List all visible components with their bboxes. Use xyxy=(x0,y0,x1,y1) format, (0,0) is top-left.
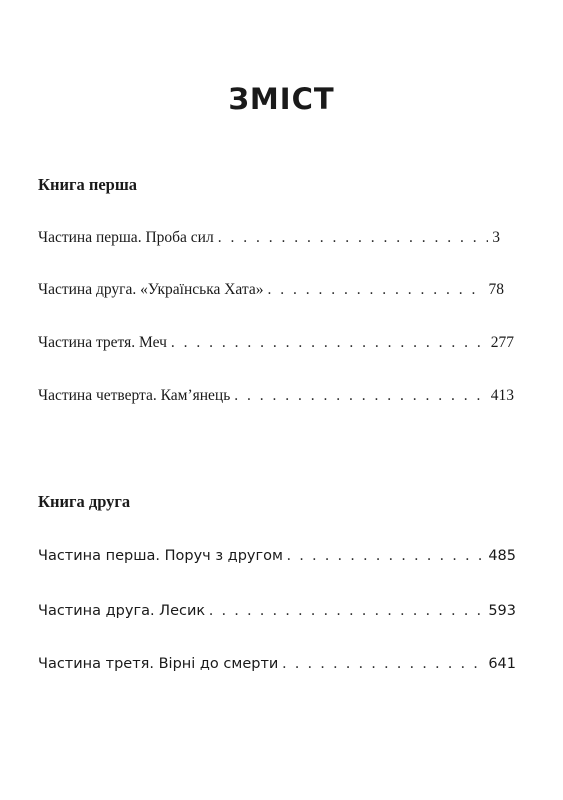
toc-entry-page: 78 xyxy=(488,281,504,298)
page-title: ЗМІСТ xyxy=(228,82,335,116)
toc-entry-label: Частина четверта. Кам’янець xyxy=(38,387,231,404)
toc-entry-label: Частина друга. Лесик xyxy=(38,603,206,619)
book-heading-2: Книга друга xyxy=(38,492,131,511)
toc-entry-label: Частина перша. Проба сил xyxy=(38,229,214,246)
toc-entry-page: 277 xyxy=(490,334,514,351)
toc-entry-page: 593 xyxy=(488,603,516,619)
dot-leader xyxy=(171,333,487,353)
toc-entry-page: 413 xyxy=(490,387,514,404)
toc-entry xyxy=(38,333,514,353)
toc-entry xyxy=(38,228,500,248)
toc-entry xyxy=(38,654,516,674)
toc-entry xyxy=(38,386,514,406)
toc-entry-page: 3 xyxy=(492,229,500,246)
dot-leader xyxy=(218,228,489,248)
dot-leader xyxy=(282,654,484,674)
toc-entry-label: Частина перша. Поруч з другом xyxy=(38,548,283,564)
dot-leader xyxy=(209,601,484,621)
book-heading-1: Книга перша xyxy=(38,175,138,194)
toc-entry xyxy=(38,280,504,300)
dot-leader xyxy=(287,546,484,566)
dot-leader xyxy=(234,386,486,406)
toc-entry-page: 641 xyxy=(488,656,516,672)
toc-entry-label: Частина друга. «Українська Хата» xyxy=(38,281,264,298)
dot-leader xyxy=(268,280,485,300)
toc-entry-label: Частина третя. Меч xyxy=(38,334,167,351)
toc-entry xyxy=(38,546,516,566)
toc-entry xyxy=(38,601,516,621)
toc-entry-label: Частина третя. Вірні до смерти xyxy=(38,656,279,672)
toc-entry-page: 485 xyxy=(488,548,516,564)
